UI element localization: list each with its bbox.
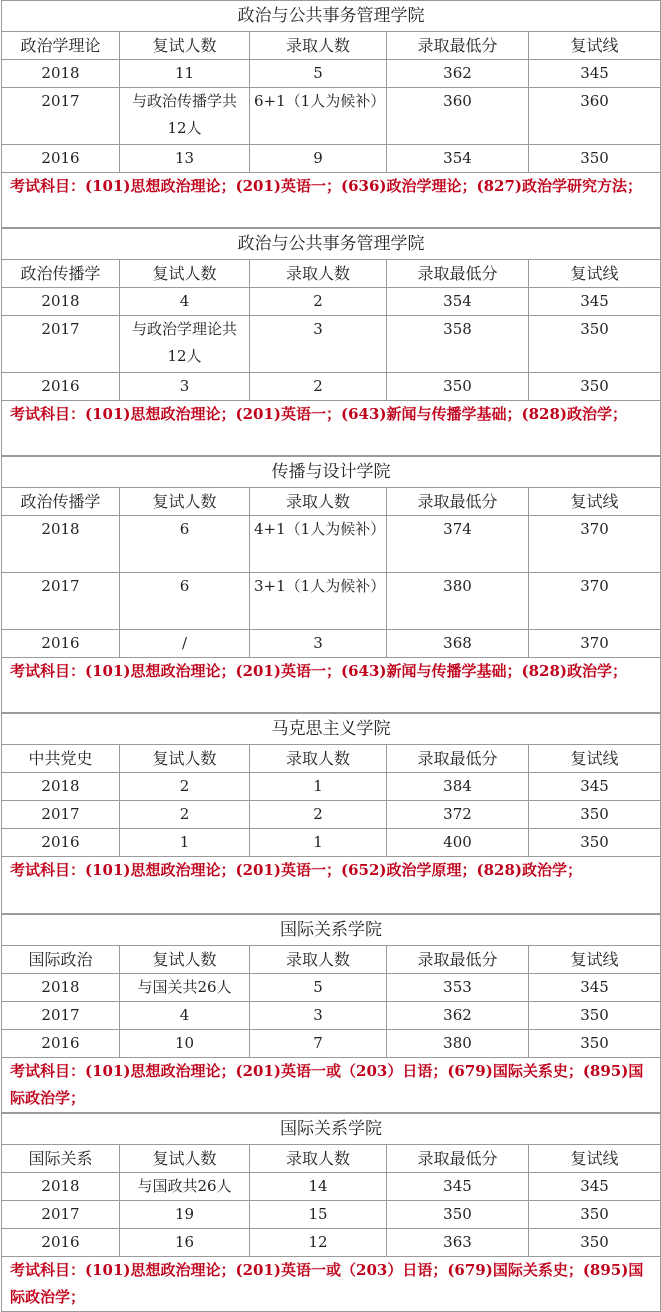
data-cell: 14	[250, 1173, 387, 1201]
table-row	[2, 145, 661, 173]
exam-subjects-note: 考试科目：(101)思想政治理论；(201)英语一；(636)政治学理论；(827)政治学研究方法；	[2, 173, 661, 228]
column-header: 录取最低分	[387, 745, 529, 773]
year-cell: 2017	[2, 573, 120, 630]
major-header: 政治学理论	[2, 32, 120, 60]
column-header: 复试人数	[120, 488, 250, 516]
data-cell: 350	[529, 373, 661, 401]
section-table	[1, 0, 661, 228]
exam-subjects-note: 考试科目：(101)思想政治理论；(201)英语一；(643)新闻与传播学基础；(828)政治学；	[2, 401, 661, 456]
data-cell: /	[120, 630, 250, 658]
major-header: 政治传播学	[2, 488, 120, 516]
column-header: 复试线	[529, 260, 661, 288]
column-header: 复试线	[529, 488, 661, 516]
data-cell: 2	[250, 288, 387, 316]
year-cell: 2016	[2, 1229, 120, 1257]
exam-subjects-note: 考试科目：(101)思想政治理论；(201)英语一或（203）日语；(679)国际关系史；(895)国际政治学；	[2, 1257, 661, 1312]
data-cell: 3	[120, 373, 250, 401]
data-cell: 1	[120, 829, 250, 857]
data-cell: 5	[250, 974, 387, 1002]
data-cell: 372	[387, 801, 529, 829]
year-cell: 2016	[2, 145, 120, 173]
column-header: 复试线	[529, 946, 661, 974]
section-table	[1, 228, 661, 456]
data-cell: 13	[120, 145, 250, 173]
section-table	[1, 914, 661, 1113]
column-header: 录取最低分	[387, 488, 529, 516]
year-cell: 2017	[2, 1201, 120, 1229]
data-cell: 4	[120, 288, 250, 316]
table-row	[2, 516, 661, 573]
column-header: 复试人数	[120, 1145, 250, 1173]
year-cell: 2018	[2, 288, 120, 316]
section-title: 马克思主义学院	[2, 714, 661, 745]
column-header: 录取人数	[250, 260, 387, 288]
data-cell: 19	[120, 1201, 250, 1229]
column-header: 复试人数	[120, 946, 250, 974]
table-row	[2, 373, 661, 401]
column-header: 复试线	[529, 32, 661, 60]
table-row	[2, 60, 661, 88]
data-cell: 345	[529, 60, 661, 88]
data-cell: 3	[250, 630, 387, 658]
column-header: 复试线	[529, 1145, 661, 1173]
table-row	[2, 773, 661, 801]
data-cell: 363	[387, 1229, 529, 1257]
data-cell: 345	[529, 288, 661, 316]
data-cell: 353	[387, 974, 529, 1002]
section-title: 政治与公共事务管理学院	[2, 1, 661, 32]
section-title: 国际关系学院	[2, 1114, 661, 1145]
year-cell: 2018	[2, 773, 120, 801]
exam-subjects-note: 考试科目：(101)思想政治理论；(201)英语一；(643)新闻与传播学基础；(828)政治学；	[2, 658, 661, 713]
data-cell: 2	[250, 801, 387, 829]
data-cell: 3	[250, 316, 387, 373]
data-cell: 10	[120, 1030, 250, 1058]
table-row	[2, 829, 661, 857]
data-cell: 370	[529, 516, 661, 573]
data-cell: 2	[120, 773, 250, 801]
data-cell: 358	[387, 316, 529, 373]
year-cell: 2017	[2, 88, 120, 145]
data-cell: 11	[120, 60, 250, 88]
data-cell: 345	[529, 974, 661, 1002]
major-header: 国际政治	[2, 946, 120, 974]
section-table	[1, 456, 661, 713]
column-header: 录取最低分	[387, 1145, 529, 1173]
data-cell: 6	[120, 573, 250, 630]
data-cell: 384	[387, 773, 529, 801]
section-title: 国际关系学院	[2, 915, 661, 946]
section-table	[1, 1113, 661, 1312]
year-cell: 2018	[2, 1173, 120, 1201]
data-cell: 350	[529, 1002, 661, 1030]
year-cell: 2016	[2, 1030, 120, 1058]
year-cell: 2016	[2, 630, 120, 658]
column-header: 录取人数	[250, 1145, 387, 1173]
data-cell: 350	[529, 1229, 661, 1257]
data-cell: 354	[387, 288, 529, 316]
exam-subjects-note: 考试科目：(101)思想政治理论；(201)英语一；(652)政治学原理；(828)政治学；	[2, 857, 661, 914]
column-header: 录取最低分	[387, 946, 529, 974]
table-row	[2, 88, 661, 145]
data-cell: 2	[250, 373, 387, 401]
data-cell: 6+1（1人为候补）	[250, 88, 387, 145]
year-cell: 2016	[2, 829, 120, 857]
section-title: 传播与设计学院	[2, 457, 661, 488]
table-row	[2, 316, 661, 373]
exam-subjects-note: 考试科目：(101)思想政治理论；(201)英语一或（203）日语；(679)国际关系史；(895)国际政治学；	[2, 1058, 661, 1113]
table-row	[2, 1201, 661, 1229]
data-cell: 362	[387, 1002, 529, 1030]
table-row	[2, 1173, 661, 1201]
data-cell: 345	[529, 773, 661, 801]
data-cell: 350	[387, 1201, 529, 1229]
year-cell: 2018	[2, 60, 120, 88]
column-header: 复试人数	[120, 32, 250, 60]
data-cell: 380	[387, 1030, 529, 1058]
data-cell: 15	[250, 1201, 387, 1229]
table-row	[2, 288, 661, 316]
data-cell: 与国关共26人	[120, 974, 250, 1002]
major-header: 中共党史	[2, 745, 120, 773]
data-cell: 350	[529, 1201, 661, 1229]
data-cell: 6	[120, 516, 250, 573]
year-cell: 2016	[2, 373, 120, 401]
data-cell: 4	[120, 1002, 250, 1030]
data-cell: 350	[529, 801, 661, 829]
column-header: 录取最低分	[387, 32, 529, 60]
data-cell: 16	[120, 1229, 250, 1257]
section-table	[1, 713, 661, 914]
data-cell: 4+1（1人为候补）	[250, 516, 387, 573]
data-cell: 368	[387, 630, 529, 658]
data-cell: 2	[120, 801, 250, 829]
column-header: 录取人数	[250, 32, 387, 60]
data-cell: 370	[529, 573, 661, 630]
column-header: 录取人数	[250, 946, 387, 974]
major-header: 政治传播学	[2, 260, 120, 288]
data-cell: 7	[250, 1030, 387, 1058]
data-cell: 350	[529, 829, 661, 857]
column-header: 录取最低分	[387, 260, 529, 288]
data-cell: 350	[529, 145, 661, 173]
data-cell: 354	[387, 145, 529, 173]
data-cell: 9	[250, 145, 387, 173]
column-header: 复试人数	[120, 745, 250, 773]
table-row	[2, 974, 661, 1002]
major-header: 国际关系	[2, 1145, 120, 1173]
table-row	[2, 801, 661, 829]
table-row	[2, 1229, 661, 1257]
data-cell: 360	[387, 88, 529, 145]
year-cell: 2017	[2, 801, 120, 829]
column-header: 录取人数	[250, 745, 387, 773]
data-cell: 与国政共26人	[120, 1173, 250, 1201]
column-header: 复试人数	[120, 260, 250, 288]
table-row	[2, 573, 661, 630]
table-row	[2, 1002, 661, 1030]
year-cell: 2018	[2, 974, 120, 1002]
data-cell: 1	[250, 773, 387, 801]
data-cell: 350	[387, 373, 529, 401]
year-cell: 2018	[2, 516, 120, 573]
data-cell: 400	[387, 829, 529, 857]
data-cell: 12	[250, 1229, 387, 1257]
year-cell: 2017	[2, 316, 120, 373]
data-cell: 345	[387, 1173, 529, 1201]
data-cell: 350	[529, 316, 661, 373]
data-cell: 370	[529, 630, 661, 658]
section-title: 政治与公共事务管理学院	[2, 229, 661, 260]
data-cell: 3+1（1人为候补）	[250, 573, 387, 630]
data-cell: 1	[250, 829, 387, 857]
data-cell: 374	[387, 516, 529, 573]
data-cell: 362	[387, 60, 529, 88]
data-cell: 与政治传播学共12人	[120, 88, 250, 145]
data-cell: 380	[387, 573, 529, 630]
data-cell: 350	[529, 1030, 661, 1058]
data-cell: 与政治学理论共12人	[120, 316, 250, 373]
table-row	[2, 1030, 661, 1058]
data-cell: 360	[529, 88, 661, 145]
data-cell: 345	[529, 1173, 661, 1201]
table-row	[2, 630, 661, 658]
data-cell: 3	[250, 1002, 387, 1030]
column-header: 复试线	[529, 745, 661, 773]
column-header: 录取人数	[250, 488, 387, 516]
data-cell: 5	[250, 60, 387, 88]
year-cell: 2017	[2, 1002, 120, 1030]
